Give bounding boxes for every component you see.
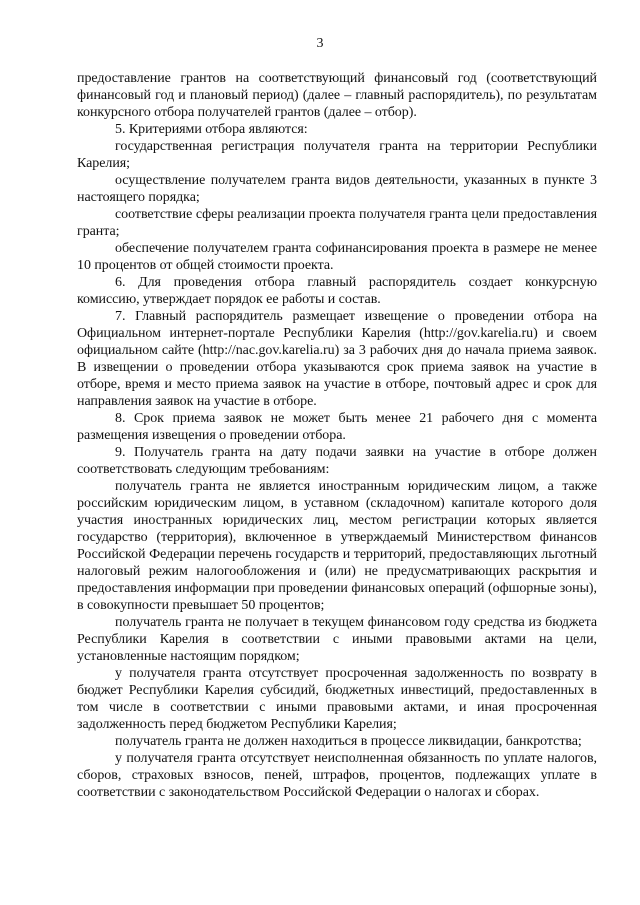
paragraph-requirement-no-other-funds: получатель гранта не получает в текущем финансовом году средства из бюджета Республики Карелия в соответствии с иными правовыми актами на цели, установленные настоящим порядком; [77,615,597,664]
page-number: 3 [316,36,324,51]
paragraph-criterion-activity: осуществление получателем гранта видов деятельности, указанных в пункте 3 настоящего порядка; [77,173,597,205]
paragraph-requirement-no-overdue-debt: у получателя гранта отсутствует просроченная задолженность по возврату в бюджет Республики Карелия субсидий, бюджетных инвестиций, предоставленных в том числе в соответствии с иными правовыми актами, и иная просроченная задолженность перед бюджетом Республики Карелия; [77,666,597,732]
paragraph-clause-8: 8. Срок приема заявок не может быть менее 21 рабочего дня с момента размещения извещения о проведении отбора. [77,411,597,443]
paragraph-requirement-no-tax-arrears: у получателя гранта отсутствует неисполненная обязанность по уплате налогов, сборов, страховых взносов, пеней, штрафов, процентов, подлежащих уплате в соответствии с законодательством Российской Федерации о налогах и сборах. [77,751,597,800]
document-body [77,70,597,801]
paragraph-criterion-registration: государственная регистрация получателя гранта на территории Республики Карелия; [77,139,597,171]
paragraph-requirement-no-liquidation: получатель гранта не должен находиться в процессе ликвидации, банкротства; [115,734,582,749]
paragraph-clause-7: 7. Главный распорядитель размещает извещение о проведении отбора на Официальном интернет-портале Республики Карелия (http://gov.karelia.ru) и своем официальном сайте (http://nac.gov.karelia.ru) за 3 рабочих дня до начала приема заявок. В извещении о проведении отбора указываются срок приема заявок на участие в отборе, время и место приема заявок на участие в отборе, почтовый адрес и срок для направления заявок на участие в отборе. [77,309,597,409]
paragraph-clause-5: 5. Критериями отбора являются: [115,122,308,137]
paragraph-criterion-cofinancing: обеспечение получателем гранта софинансирования проекта в размере не менее 10 процентов от общей стоимости проекта. [77,241,597,273]
paragraph-clause-6: 6. Для проведения отбора главный распорядитель создает конкурсную комиссию, утверждает порядок ее работы и состав. [77,275,597,307]
paragraph-requirement-foreign-entity: получатель гранта не является иностранным юридическим лицом, а также российским юридическим лицом, в уставном (складочном) капитале которого доля участия иностранных юридических лиц, местом регистрации которых является государство (территория), включенное в утверждаемый Министерством финансов Российской Федерации перечень государств и территорий, предоставляющих льготный налоговый режим налогообложения и (или) не предусматривающих раскрытия и предоставления информации при проведении финансовых операций (офшорные зоны), в совокупности превышает 50 процентов; [77,479,597,613]
paragraph-continuation: предоставление грантов на соответствующий финансовый год (соответствующий финансовый год и плановый период) (далее – главный распорядитель), по результатам конкурсного отбора получателей грантов (далее – отбор). [77,71,597,120]
paragraph-criterion-purpose: соответствие сферы реализации проекта получателя гранта цели предоставления гранта; [77,207,597,239]
paragraph-clause-9: 9. Получатель гранта на дату подачи заявки на участие в отборе должен соответствовать следующим требованиям: [77,445,597,477]
